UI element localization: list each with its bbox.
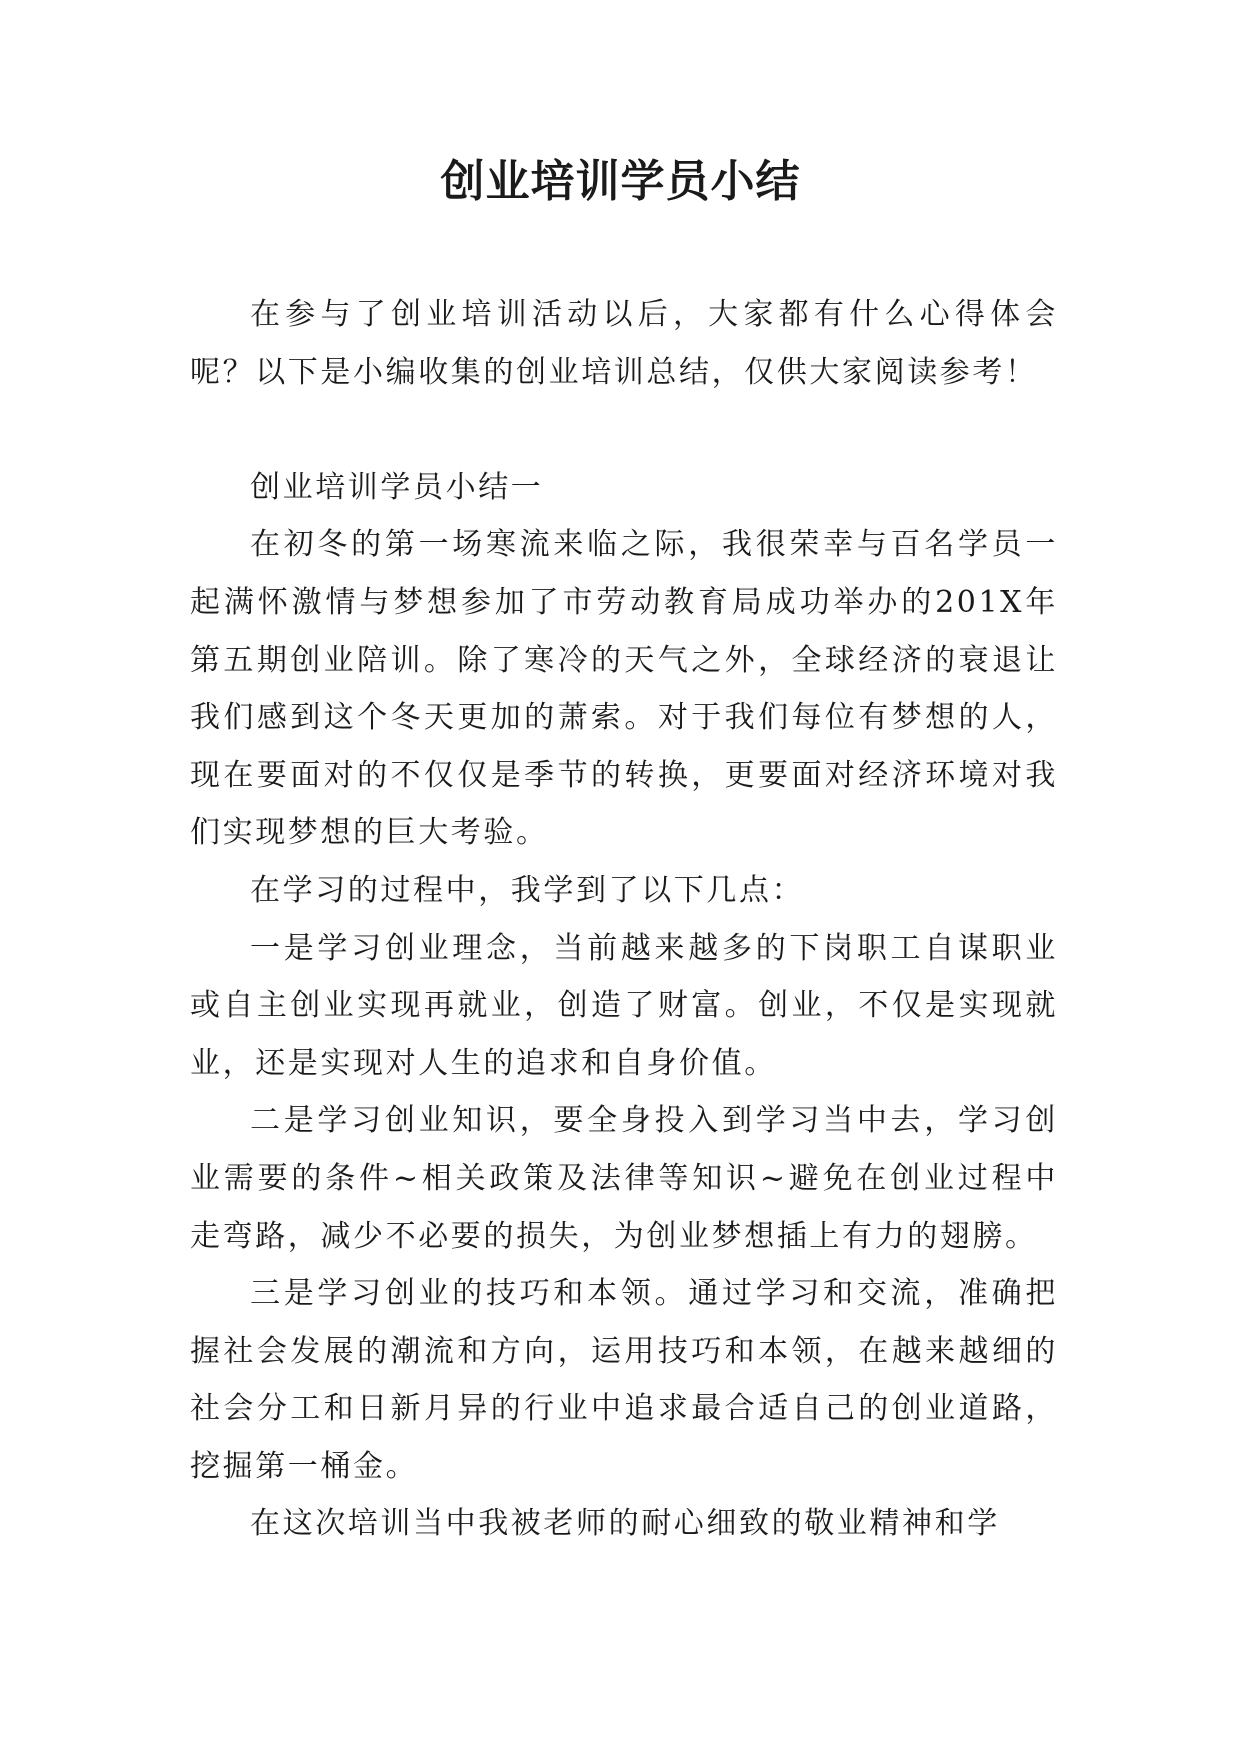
body-paragraph-6: 在这次培训当中我被老师的耐心细致的敬业精神和学 bbox=[250, 1506, 1000, 1542]
body-paragraph-3: 一是学习创业理念，当前越来越多的下岗职工自谋职业或自主创业实现再就业，创造了财富。创业，不仅是实现就业，还是实现对人生的追求和自身价值。 bbox=[190, 930, 1058, 1081]
intro-paragraph: 在参与了创业培训活动以后，大家都有什么心得体会呢？以下是小编收集的创业培训总结，仅供大家阅读参考！ bbox=[190, 297, 1058, 390]
body-paragraph-5: 三是学习创业的技巧和本领。通过学习和交流，准确把握社会发展的潮流和方向，运用技巧和本领，在越来越细的社会分工和日新月异的行业中追求最合适自己的创业道路，挖掘第一桶金。 bbox=[190, 1276, 1058, 1484]
section-heading: 创业培训学员小结一 bbox=[250, 469, 544, 505]
page-title: 创业培训学员小结 bbox=[440, 156, 801, 207]
paragraph-spacer bbox=[190, 401, 1058, 459]
document-body bbox=[190, 286, 1058, 1553]
body-paragraph-2: 在学习的过程中，我学到了以下几点： bbox=[250, 872, 805, 908]
body-paragraph-4: 二是学习创业知识，要全身投入到学习当中去，学习创业需要的条件~相关政策及法律等知识~避免在创业过程中走弯路，减少不必要的损失，为创业梦想插上有力的翅膀。 bbox=[190, 1103, 1058, 1254]
body-paragraph-1: 在初冬的第一场寒流来临之际，我很荣幸与百名学员一起满怀激情与梦想参加了市劳动教育局成功举办的201X年第五期创业陪训。除了寒冷的天气之外，全球经济的衰退让我们感到这个冬天更加的萧索。对于我们每位有梦想的人，现在要面对的不仅仅是季节的转换，更要面对经济环境对我们实现梦想的巨大考验。 bbox=[190, 527, 1058, 851]
